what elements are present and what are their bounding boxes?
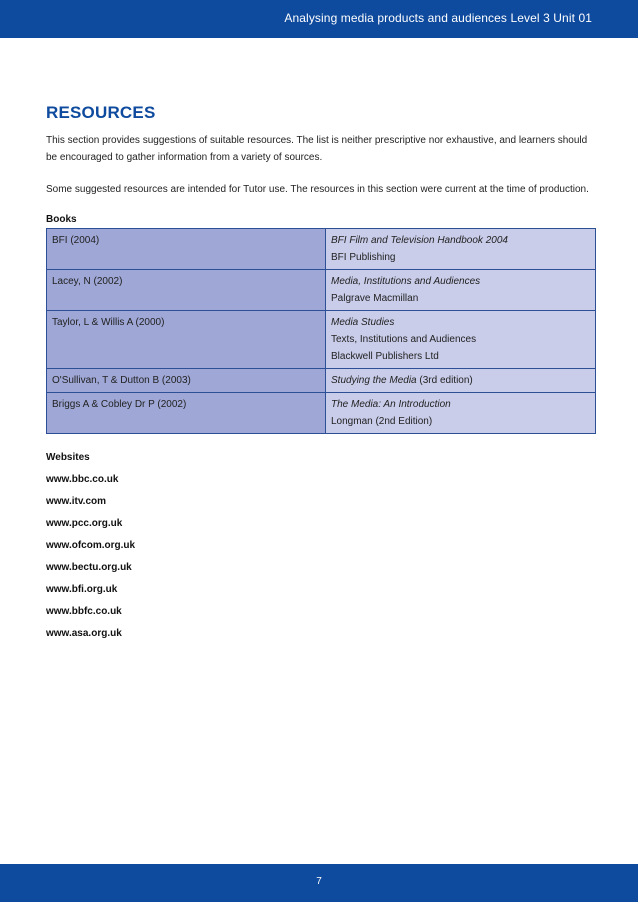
book-author: Briggs A & Cobley Dr P (2002) (47, 393, 326, 434)
book-title: Studying the Media (331, 375, 417, 386)
table-row (47, 229, 596, 270)
page-number: 7 (316, 876, 322, 887)
tutor-note-paragraph: Some suggested resources are intended for Tutor use. The resources in this section were current at the time of production. (46, 184, 589, 195)
website-link[interactable]: www.bbc.co.uk (46, 474, 119, 485)
book-author: O'Sullivan, T & Dutton B (2003) (47, 369, 326, 393)
book-publisher: Blackwell Publishers Ltd (331, 351, 439, 362)
intro-paragraph: This section provides suggestions of suitable resources. The list is neither prescriptive nor exhaustive, and learners should be encouraged to gather information from a variety of sources. (46, 135, 588, 163)
websites-list (46, 469, 594, 645)
main-content (46, 103, 594, 645)
website-link[interactable]: www.itv.com (46, 496, 107, 507)
book-author: Lacey, N (2002) (47, 270, 326, 311)
book-title: BFI Film and Television Handbook 2004 (331, 235, 508, 246)
book-details (326, 311, 596, 369)
book-title: The Media: An Introduction (331, 399, 451, 410)
book-publisher: BFI Publishing (331, 252, 396, 263)
book-title: Media Studies (331, 317, 395, 328)
websites-heading: Websites (46, 452, 90, 463)
table-row (47, 270, 596, 311)
section-heading: RESOURCES (46, 103, 156, 122)
book-details (326, 369, 596, 393)
book-details (326, 393, 596, 434)
header-title: Analysing media products and audiences Level 3 Unit 01 (284, 11, 592, 25)
book-edition: (3rd edition) (416, 375, 473, 386)
book-author: BFI (2004) (47, 229, 326, 270)
page-header (0, 0, 638, 38)
book-title: Media, Institutions and Audiences (331, 276, 481, 287)
page-footer (0, 864, 638, 902)
website-link[interactable]: www.asa.org.uk (46, 628, 122, 639)
website-link[interactable]: www.bfi.org.uk (46, 584, 118, 595)
table-row (47, 369, 596, 393)
website-link[interactable]: www.bbfc.co.uk (46, 606, 122, 617)
books-heading: Books (46, 214, 77, 225)
book-details (326, 270, 596, 311)
book-subtitle: Texts, Institutions and Audiences (331, 334, 477, 345)
website-link[interactable]: www.pcc.org.uk (46, 518, 123, 529)
book-author: Taylor, L & Willis A (2000) (47, 311, 326, 369)
book-publisher: Palgrave Macmillan (331, 293, 419, 304)
table-row (47, 393, 596, 434)
book-details (326, 229, 596, 270)
table-row (47, 311, 596, 369)
books-table (46, 228, 596, 434)
book-publisher: Longman (2nd Edition) (331, 416, 433, 427)
website-link[interactable]: www.ofcom.org.uk (46, 540, 136, 551)
website-link[interactable]: www.bectu.org.uk (46, 562, 132, 573)
